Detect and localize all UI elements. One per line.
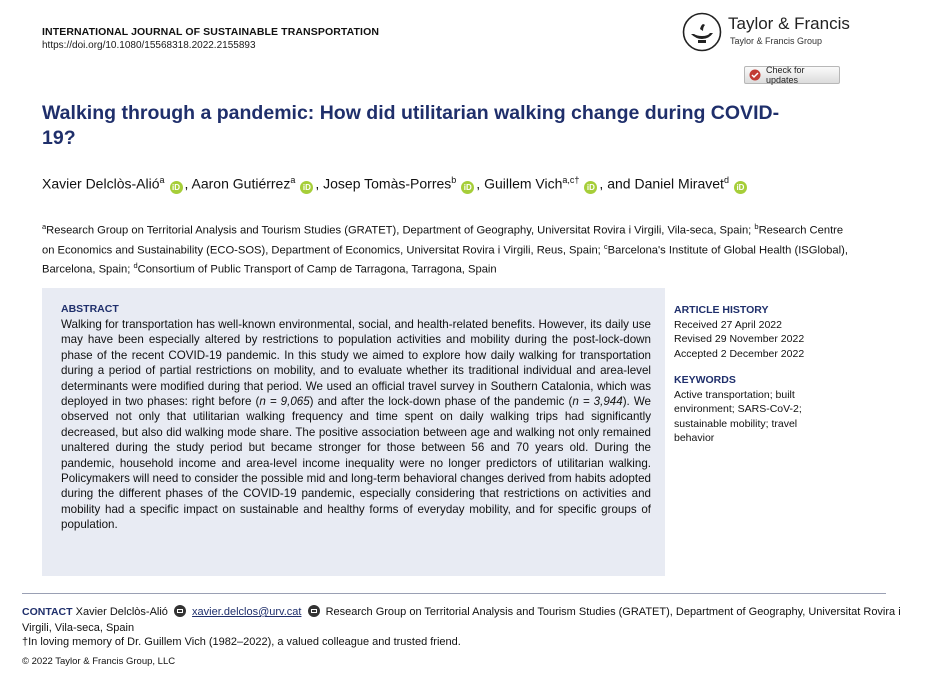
affiliation-text: Research Group on Territorial Analysis and Tourism Studies (GRATET), Department of Geography, Universitat Rovira i Virgili, Vila-seca, Spain; bbox=[46, 224, 752, 237]
journal-name: INTERNATIONAL JOURNAL OF SUSTAINABLE TRANSPORTATION bbox=[42, 26, 380, 38]
address-icon bbox=[308, 605, 320, 617]
article-history-heading: ARTICLE HISTORY bbox=[674, 304, 769, 316]
abstract-heading: ABSTRACT bbox=[61, 303, 119, 315]
email-icon bbox=[174, 605, 186, 617]
orcid-icon[interactable]: iD bbox=[300, 181, 313, 194]
lamp-logo-icon bbox=[682, 12, 722, 52]
author-affil-sup: d bbox=[723, 175, 729, 185]
publisher-logo[interactable] bbox=[682, 12, 852, 52]
author-affil-sup: b bbox=[451, 175, 457, 185]
publisher-name: Taylor & Francis bbox=[728, 14, 850, 33]
orcid-icon[interactable]: iD bbox=[734, 181, 747, 194]
copyright-notice: © 2022 Taylor & Francis Group, LLC bbox=[22, 656, 176, 667]
received-date: Received 27 April 2022 bbox=[674, 318, 782, 331]
affil-sup: b bbox=[754, 222, 759, 231]
author-name: Aaron Gutiérrez bbox=[191, 175, 291, 192]
abstract-body bbox=[61, 317, 651, 533]
contact-address: Research Group on Territorial Analysis and Tourism Studies (GRATET), Department of Geography, Universitat Rovira i Virgili, Vila-seca, Spain bbox=[22, 606, 901, 634]
orcid-icon[interactable]: iD bbox=[461, 181, 474, 194]
keywords-heading: KEYWORDS bbox=[674, 374, 736, 386]
affiliation-text: Research Centre on Economics and Sustainability (ECO-SOS), Department of Economics, Universitat Rovira i Virgili, Reus, Spain; bbox=[42, 224, 844, 257]
revised-date: Revised 29 November 2022 bbox=[674, 333, 805, 346]
author-affil-sup: a bbox=[159, 175, 165, 185]
author-name: Daniel Miravet bbox=[634, 175, 724, 192]
contact-name: Xavier Delclòs-Alió bbox=[75, 606, 168, 618]
orcid-icon[interactable]: iD bbox=[170, 181, 183, 194]
affil-sup: d bbox=[133, 261, 138, 271]
article-title: Walking through a pandemic: How did utilitarian walking change during COVID-19? bbox=[42, 102, 780, 149]
keywords-section bbox=[674, 373, 854, 446]
abstract-text-part: ) and after the lock-down phase of the pandemic ( bbox=[309, 395, 573, 409]
article-history bbox=[674, 303, 854, 361]
memorial-note: †In loving memory of Dr. Guillem Vich (1982–2022), a valued colleague and trusted friend. bbox=[22, 636, 461, 648]
abstract-text-part: Walking for transportation has well-known environmental, social, and health-related benefits. However, its daily use may have been especially altered by restrictions to population activities and mobility during the post-lock-down phase of the recent COVID-19 pandemic. In this study we aimed to explore how daily walking for transportation during a period of partial restrictions on mobility, and to evaluate whether its traditional individual and area-level determinants were modified during that period. We used an official travel survey in Southern Catalonia, which was deployed in two phases: right before ( bbox=[61, 318, 651, 409]
check-for-updates-icon bbox=[749, 69, 761, 81]
check-for-updates-button[interactable] bbox=[744, 66, 840, 84]
abstract-text-part: ). We observed not only that utilitarian walking frequency and time spent on daily walking trips had significantly decreased, but also did walking mode share. The positive association between age and walking not only remained unaltered during the study period but became stronger for those between 56 and 70 years old. During the pandemic, household income and area-level income inequality were no longer predictors of utilitarian walking. Policymakers will need to consider the possible mid and long-term behavioral changes derived from habits adopted during the different phases of the COVID-19 pandemic, especially considering that restrictions on activities and mobility had a specific impact on sustainable and healthy forms of everyday mobility, and for specific groups of population. bbox=[61, 395, 651, 532]
publisher-group: Taylor & Francis Group bbox=[730, 36, 823, 46]
footer-divider bbox=[22, 593, 886, 594]
check-for-updates-label: Check for updates bbox=[766, 65, 805, 85]
author-name: Guillem Vich bbox=[484, 175, 563, 192]
doi-link[interactable]: https://doi.org/10.1080/15568318.2022.2155893 bbox=[42, 40, 256, 51]
author-affil-sup: a bbox=[290, 175, 296, 185]
author-list: Xavier Delclòs-Alió$^a$iD , Aaron Gutiérrez$^a$iD , Josep Tomàs-Porres$^b$iD , Guillem Vich$^{a,c\dagger}$iD , and Daniel Miravet$^d$iD bbox=[42, 170, 772, 195]
sample-size: n = 3,944 bbox=[572, 395, 623, 409]
affil-sup: c bbox=[603, 241, 608, 251]
author-conjunction: and bbox=[607, 175, 631, 192]
contact-email-link[interactable]: xavier.delclos@urv.cat bbox=[192, 606, 302, 618]
affiliation-text: Barcelona's Institute of Global Health (ISGlobal), Barcelona, Spain; bbox=[42, 244, 848, 277]
contact-note bbox=[22, 604, 902, 636]
author-name: Xavier Delclòs-Alió bbox=[42, 175, 160, 192]
author-name: Josep Tomàs-Porres bbox=[323, 175, 452, 192]
affiliation-text: Consortium of Public Transport of Camp de Tarragona, Tarragona, Spain bbox=[137, 264, 497, 277]
affiliations bbox=[42, 219, 857, 278]
affil-sup: a bbox=[42, 222, 47, 231]
keywords-list: Active transportation; built environment; SARS-CoV-2; sustainable mobility; travel behavior bbox=[674, 388, 802, 445]
contact-label: CONTACT bbox=[22, 606, 73, 618]
author-affil-sup: a,c† bbox=[562, 175, 580, 185]
accepted-date: Accepted 2 December 2022 bbox=[674, 347, 805, 360]
sample-size: n = 9,065 bbox=[259, 395, 310, 409]
orcid-icon[interactable]: iD bbox=[584, 181, 597, 194]
